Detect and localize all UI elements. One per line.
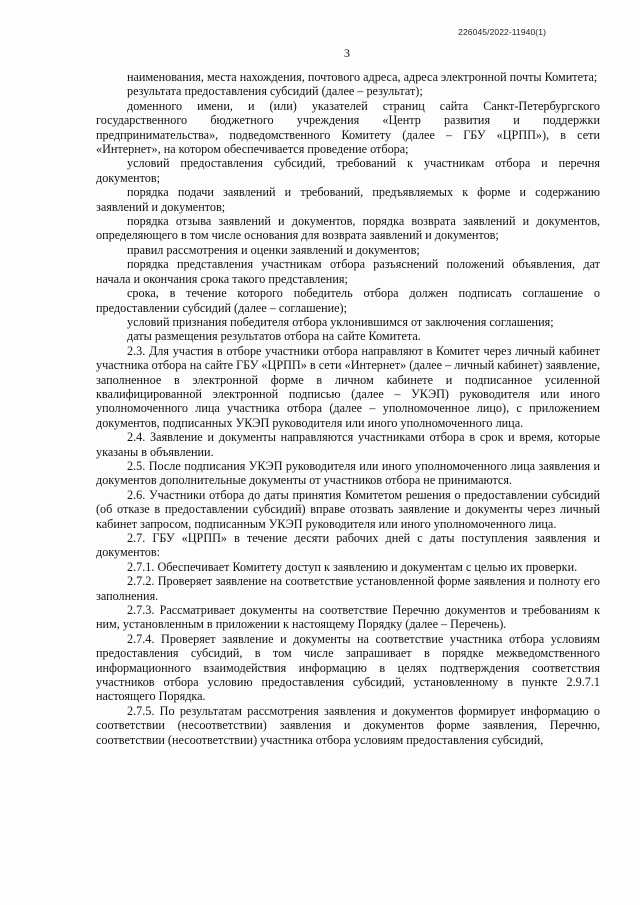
paragraph: срока, в течение которого победитель отбора должен подписать соглашение о предоставлении субсидий (далее – соглашение); bbox=[96, 286, 600, 315]
document-id: 226045/2022-11940(1) bbox=[458, 27, 546, 37]
document-body bbox=[96, 70, 600, 747]
paragraph: даты размещения результатов отбора на сайте Комитета. bbox=[127, 329, 421, 344]
paragraph: условий предоставления субсидий, требований к участникам отбора и перечня документов; bbox=[96, 156, 600, 185]
paragraph: правил рассмотрения и оценки заявлений и документов; bbox=[127, 242, 420, 257]
paragraph: результата предоставления субсидий (далее – результат); bbox=[127, 84, 423, 99]
paragraph: порядка отзыва заявлений и документов, порядка возврата заявлений и документов, определяющего в том числе основания для возврата заявлений и документов; bbox=[96, 214, 600, 243]
paragraph: 2.7.3. Рассматривает документы на соответствие Перечню документов и требованиям к ним, установленным в приложении к настоящему Порядку (далее – Перечень). bbox=[96, 603, 600, 632]
paragraph: наименования, места нахождения, почтового адреса, адреса электронной почты Комитета; bbox=[127, 70, 598, 84]
page-number: 3 bbox=[344, 46, 350, 60]
paragraph: 2.5. После подписания УКЭП руководителя или иного уполномоченного лица заявления и документов дополнительные документы от участников отбора не принимаются. bbox=[96, 458, 600, 488]
paragraph: 2.7.1. Обеспечивает Комитету доступ к заявлению и документам с целью их проверки. bbox=[127, 559, 578, 574]
paragraph: 2.4. Заявление и документы направляются участниками отбора в срок и время, которые указаны в объявлении. bbox=[96, 430, 600, 459]
paragraph: 2.6. Участники отбора до даты принятия Комитетом решения о предоставлении субсидий (об отказе в предоставлении субсидий) вправе отозвать заявление и документы через личный кабинет запросом, подписанным УКЭП руководителя или иного уполномоченного лица. bbox=[96, 487, 600, 531]
paragraph: условий признания победителя отбора уклонившимся от заключения соглашения; bbox=[127, 314, 554, 329]
paragraph: 2.7.4. Проверяет заявление и документы на соответствие участника отбора условиям предоставления субсидий, в том числе запрашивает в порядке межведомственного информационного взаимодействия информацию в целях подтверждения соответствия участников отбора условию предоставления субсидий, установленному в пункте 2.9.7.1 настоящего Порядка. bbox=[96, 631, 600, 704]
paragraph: доменного имени, и (или) указателей страниц сайта Санкт-Петербургского государственного бюджетного учреждения «Центр развития и поддержки предпринимательства», подведомственного Комитету (далее – ГБУ «ЦРПП»), в сети «Интернет», на котором обеспечивается проведение отбора; bbox=[96, 98, 600, 157]
paragraph: 2.7.5. По результатам рассмотрения заявления и документов формирует информацию о соответствии (несоответствии) заявления и документов форме заявления, Перечню, соответствии (несоответствии) участника отбора условиям предоставления субсидий, bbox=[96, 703, 600, 747]
paragraph: порядка подачи заявлений и требований, предъявляемых к форме и содержанию заявлений и документов; bbox=[96, 185, 600, 214]
paragraph: порядка представления участникам отбора разъяснений положений объявления, дат начала и окончания срока такого представления; bbox=[96, 257, 600, 286]
paragraph: 2.7.2. Проверяет заявление на соответствие установленной форме заявления и полноту его заполнения. bbox=[96, 574, 600, 603]
paragraph: 2.3. Для участия в отборе участники отбора направляют в Комитет через личный кабинет участника отбора на сайте ГБУ «ЦРПП» в сети «Интернет» (далее – личный кабинет) заявление, заполненное в электронной форме в личном кабинете и подписанное усиленной квалифицированной электронной подписью (далее – УКЭП) руководителя или иного уполномоченного лица участника отбора (далее – уполномоченное лицо), с приложением документов, подписанных УКЭП руководителя или иного уполномоченного лица. bbox=[96, 343, 600, 430]
paragraph: 2.7. ГБУ «ЦРПП» в течение десяти рабочих дней с даты поступления заявления и документов: bbox=[96, 531, 600, 560]
